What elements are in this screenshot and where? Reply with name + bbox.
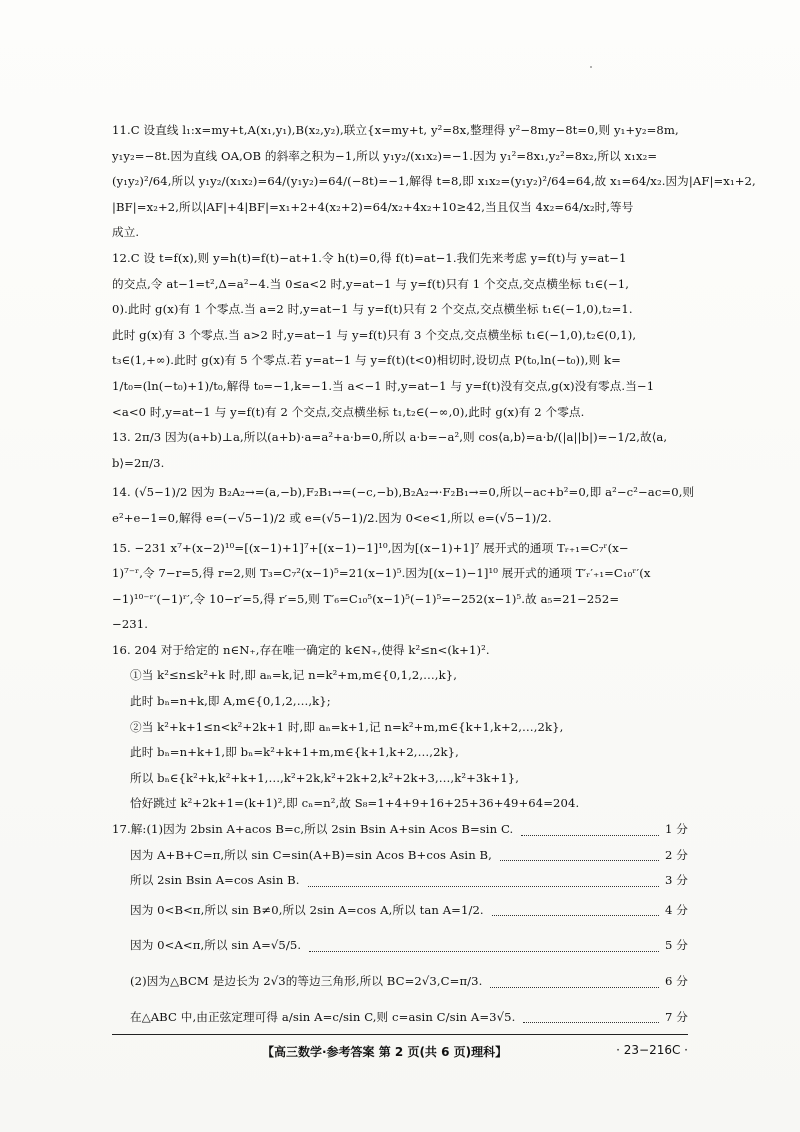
q11-line: 成立.	[112, 225, 140, 240]
q17-step-score: 3 分	[665, 873, 688, 888]
q12-line: 1/t₀=(ln(−t₀)+1)/t₀,解得 t₀=−1,k=−1.当 a<−1 时,y=at−1 与 y=f(t)没有交点,g(x)没有零点.当−1	[112, 378, 655, 393]
dotted-leader	[309, 933, 659, 952]
q16-line: 16. 204 对于给定的 n∈N₊,存在唯一确定的 k∈N₊,使得 k²≤n<(k+1)².	[112, 642, 490, 657]
q17-step-text: 因为 0<A<π,所以 sin A=√5/5.	[130, 938, 302, 953]
q17-step	[112, 817, 688, 843]
q17-step-text: 所以 2sin Bsin A=cos Asin B.	[130, 873, 300, 888]
q16-line: 此时 bₙ=n+k+1,即 bₙ=k²+k+1+m,m∈{k+1,k+2,…,2k},	[130, 745, 459, 760]
q15-line: −231.	[112, 617, 149, 632]
question-15	[112, 536, 688, 638]
footer-title: 【高三数学·参考答案 第 2 页(共 6 页)理科】	[262, 1045, 508, 1059]
q16-line: 恰好跳过 k²+2k+1=(k+1)²,即 cₙ=n²,故 S₈=1+4+9+16+25+36+49+64=204.	[130, 796, 580, 811]
scan-speck	[590, 66, 592, 68]
q12-line: 12.C 设 t=f(x),则 y=h(t)=f(t)−at+1.令 h(t)=0,得 f(t)=at−1.我们先来考虑 y=f(t)与 y=at−1	[112, 250, 627, 265]
q17-step	[112, 1005, 688, 1031]
q17-step-text: 在△ABC 中,由正弦定理可得 a/sin A=c/sin C,则 c=asin C/sin A=3√5.	[130, 1009, 516, 1024]
q17-step-text: 因为 0<B<π,所以 sin B≠0,所以 2sin A=cos A,所以 tan A=1/2.	[130, 902, 484, 917]
q14-line: e²+e−1=0,解得 e=(−√5−1)/2 或 e=(√5−1)/2.因为 0<e<1,所以 e=(√5−1)/2.	[112, 510, 552, 525]
question-11	[112, 118, 756, 246]
q17-step-score: 7 分	[665, 1009, 688, 1024]
q15-line: 1)⁷⁻ʳ,令 7−r=5,得 r=2,则 T₃=C₇²(x−1)⁵=21(x−1)⁵.因为[(x−1)−1]¹⁰ 展开式的通项 T′ᵣ′₊₁=C₁₀ʳ′(x	[112, 566, 651, 581]
q15-line: −1)¹⁰⁻ʳ′(−1)ʳ′,令 10−r′=5,得 r′=5,则 T′₆=C₁₀⁵(x−1)⁵(−1)⁵=−252(x−1)⁵.故 a₅=21−252=	[112, 591, 620, 606]
q11-line: y₁y₂=−8t.因为直线 OA,OB 的斜率之积为−1,所以 y₁y₂/(x₁x₂)=−1.因为 y₁²=8x₁,y₂²=8x₂,所以 x₁x₂=	[112, 148, 658, 163]
dotted-leader	[308, 868, 659, 887]
question-17	[112, 817, 688, 1030]
question-14	[112, 480, 695, 531]
q13-line: b⟩=2π/3.	[112, 455, 165, 470]
answer-body	[112, 118, 756, 1030]
q17-step-score: 5 分	[665, 938, 688, 953]
q17-step-score: 1 分	[665, 822, 688, 837]
q15-line: 15. −231 x⁷+(x−2)¹⁰=[(x−1)+1]⁷+[(x−1)−1]¹⁰,因为[(x−1)+1]⁷ 展开式的通项 Tᵣ₊₁=C₇ʳ(x−	[112, 540, 629, 555]
q12-line: 的交点,令 at−1=t²,Δ=a²−4.当 0≤a<2 时,y=at−1 与 y=f(t)只有 1 个交点,交点横坐标 t₁∈(−1,	[112, 276, 630, 291]
question-13	[112, 425, 688, 476]
q17-step-text: 因为 A+B+C=π,所以 sin C=sin(A+B)=sin Acos B+cos Asin B,	[130, 847, 492, 862]
q13-line: 13. 2π/3 因为(a+b)⊥a,所以(a+b)·a=a²+a·b=0,所以 a·b=−a²,则 cos⟨a,b⟩=a·b/(|a||b|)=−1/2,故⟨a,	[112, 430, 668, 445]
q17-step-text: (2)因为△BCM 是边长为 2√3的等边三角形,所以 BC=2√3,C=π/3.	[130, 974, 483, 988]
q17-step-score: 2 分	[665, 847, 688, 862]
q11-line: |BF|=x₂+2,所以|AF|+4|BF|=x₁+2+4(x₂+2)=64/x₂+4x₂+10≥42,当且仅当 4x₂=64/x₂时,等号	[112, 199, 634, 214]
footer-code: · 23−216C ·	[616, 1043, 688, 1057]
q14-line: 14. (√5−1)/2 因为 B₂A₂→=(a,−b),F₂B₁→=(−c,−b),B₂A₂→·F₂B₁→=0,所以−ac+b²=0,即 a²−c²−ac=0,则	[112, 485, 695, 500]
q16-line: 此时 bₙ=n+k,即 A,m∈{0,1,2,…,k};	[130, 694, 331, 709]
q17-step	[112, 868, 688, 894]
question-12	[112, 246, 688, 425]
dotted-leader	[500, 843, 659, 862]
q17-step-score: 4 分	[665, 902, 688, 917]
dotted-leader	[490, 969, 659, 988]
q17-step	[112, 843, 688, 869]
q12-line: 0).此时 g(x)有 1 个零点.当 a=2 时,y=at−1 与 y=f(t)只有 2 个交点,交点横坐标 t₁∈(−1,0),t₂=1.	[112, 302, 633, 317]
q12-line: 此时 g(x)有 3 个零点.当 a>2 时,y=at−1 与 y=f(t)只有 3 个交点,交点横坐标 t₁∈(−1,0),t₂∈(0,1),	[112, 327, 637, 342]
page-footer	[112, 1034, 688, 1060]
question-16	[112, 638, 688, 817]
q11-line: 11.C 设直线 l₁:x=my+t,A(x₁,y₁),B(x₂,y₂),联立{x=my+t, y²=8x,整理得 y²−8my−8t=0,则 y₁+y₂=8m,	[112, 123, 679, 137]
q12-line: t₃∈(1,+∞).此时 g(x)有 5 个零点.若 y=at−1 与 y=f(t)(t<0)相切时,设切点 P(t₀,ln(−t₀)),则 k=	[112, 353, 621, 368]
q16-line: 所以 bₙ∈{k²+k,k²+k+1,…,k²+2k,k²+2k+2,k²+2k+3,…,k²+3k+1},	[130, 770, 520, 785]
q11-line: (y₁y₂)²/64,所以 y₁y₂/(x₁x₂)=64/(y₁y₂)=64/(−8t)=−1,解得 t=8,即 x₁x₂=(y₁y₂)²/64=64,故 x₁=64/x₂.因为|AF|=x₁+2,	[112, 174, 756, 189]
dotted-leader	[492, 898, 659, 917]
q17-step	[112, 969, 688, 995]
dotted-leader	[521, 817, 659, 836]
dotted-leader	[523, 1005, 659, 1024]
q17-step-score: 6 分	[665, 974, 688, 988]
q17-step	[112, 933, 688, 959]
q16-line: ②当 k²+k+1≤n<k²+2k+1 时,即 aₙ=k+1,记 n=k²+m,m∈{k+1,k+2,…,2k},	[130, 719, 564, 734]
q17-step	[112, 898, 688, 924]
q17-step-text: 17.解:(1)因为 2bsin A+acos B=c,所以 2sin Bsin A+sin Acos B=sin C.	[112, 822, 514, 837]
q12-line: <a<0 时,y=at−1 与 y=f(t)有 2 个交点,交点横坐标 t₁,t₂∈(−∞,0),此时 g(x)有 2 个零点.	[112, 404, 585, 419]
q16-line: ①当 k²≤n≤k²+k 时,即 aₙ=k,记 n=k²+m,m∈{0,1,2,…,k},	[130, 668, 457, 683]
